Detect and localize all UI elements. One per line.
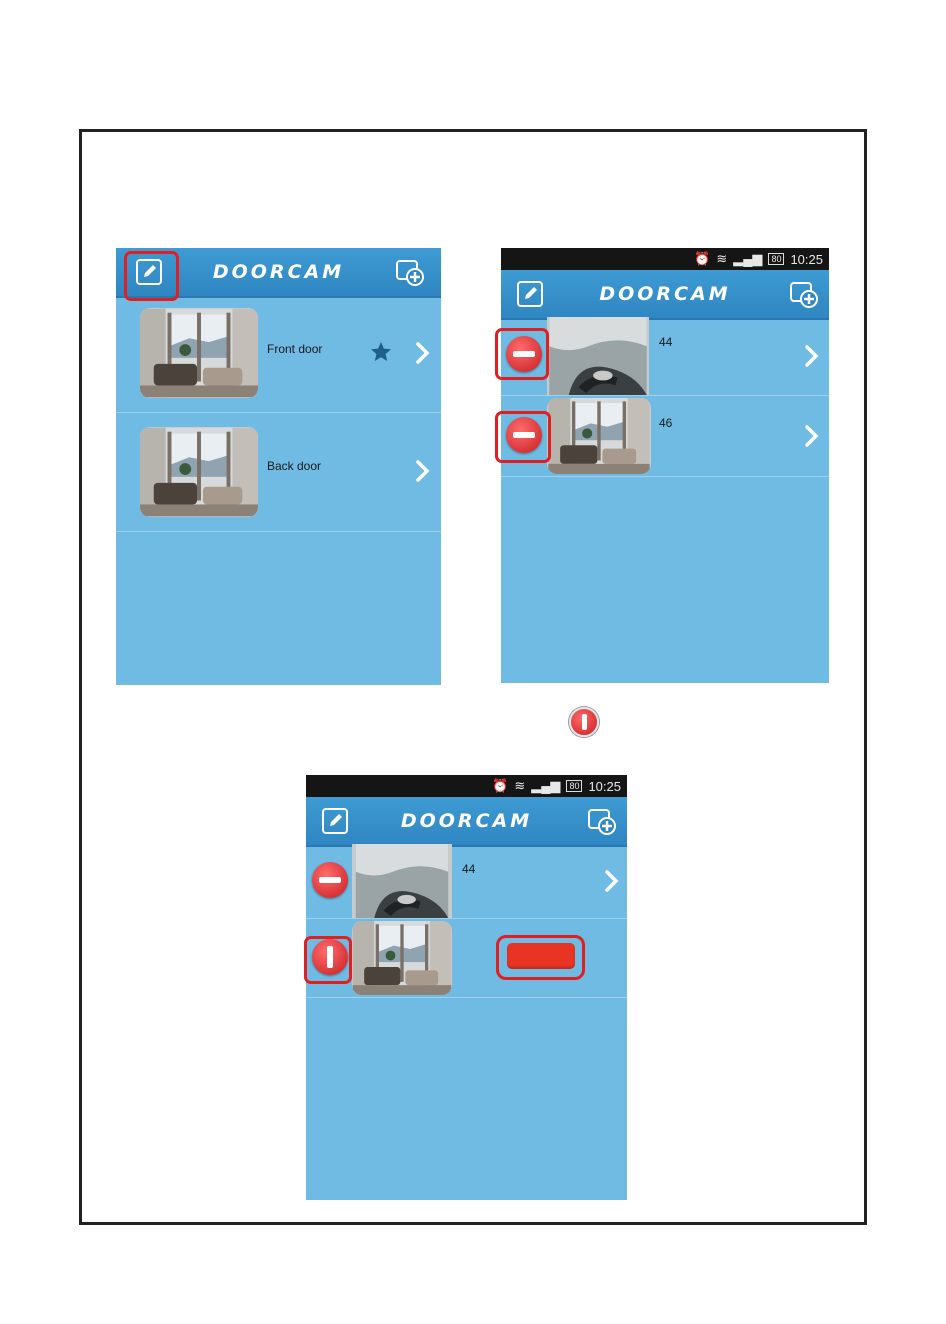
signal-icon: ▂▄▆ <box>733 251 763 266</box>
chevron-right-icon[interactable] <box>804 344 820 368</box>
minus-circle-icon[interactable] <box>312 862 348 898</box>
delete-confirm-icon <box>569 707 599 737</box>
add-device-icon[interactable] <box>395 257 425 287</box>
battery-icon: 80 <box>768 253 784 265</box>
status-bar <box>306 775 627 797</box>
status-time: 10:25 <box>790 251 823 267</box>
device-name: Back door <box>267 459 322 473</box>
device-thumbnail <box>352 921 452 995</box>
device-name: 46 <box>659 416 673 430</box>
device-name: Front door <box>267 342 323 356</box>
screen-device-list <box>116 248 441 685</box>
delete-highlight <box>496 935 585 980</box>
device-row[interactable] <box>116 413 441 532</box>
chevron-right-icon[interactable] <box>415 459 431 483</box>
battery-icon: 80 <box>566 780 582 792</box>
screen-edit-mode <box>501 248 829 683</box>
device-row[interactable] <box>501 317 829 396</box>
status-bar <box>501 248 829 270</box>
device-thumbnail <box>352 844 452 918</box>
app-title: DOORCAM <box>599 283 731 305</box>
app-bar <box>501 270 829 320</box>
device-row[interactable] <box>116 298 441 413</box>
device-name: 44 <box>659 335 673 349</box>
minus-highlight <box>495 411 551 463</box>
app-title: DOORCAM <box>212 261 345 283</box>
minus-highlight <box>304 936 352 984</box>
edit-highlight <box>124 251 179 301</box>
chevron-right-icon[interactable] <box>604 869 620 893</box>
wifi-icon: ≋ <box>514 778 526 793</box>
alarm-icon: ⏰ <box>694 251 711 266</box>
device-name: 44 <box>462 862 476 876</box>
device-thumbnail <box>547 317 649 395</box>
device-thumbnail <box>140 308 258 398</box>
status-time: 10:25 <box>588 778 621 794</box>
add-device-icon[interactable] <box>587 806 617 836</box>
device-row[interactable] <box>306 844 627 919</box>
star-icon[interactable] <box>369 340 393 364</box>
wifi-icon: ≋ <box>716 251 728 266</box>
alarm-icon: ⏰ <box>492 778 509 793</box>
app-title: DOORCAM <box>400 810 533 832</box>
app-bar <box>306 797 627 847</box>
add-device-icon[interactable] <box>789 279 819 309</box>
device-thumbnail <box>140 427 258 517</box>
screen-delete-confirm <box>306 775 627 1200</box>
chevron-right-icon[interactable] <box>415 341 431 365</box>
signal-icon: ▂▄▆ <box>531 778 561 793</box>
minus-highlight <box>495 328 549 380</box>
chevron-right-icon[interactable] <box>804 424 820 448</box>
device-thumbnail <box>547 398 651 474</box>
